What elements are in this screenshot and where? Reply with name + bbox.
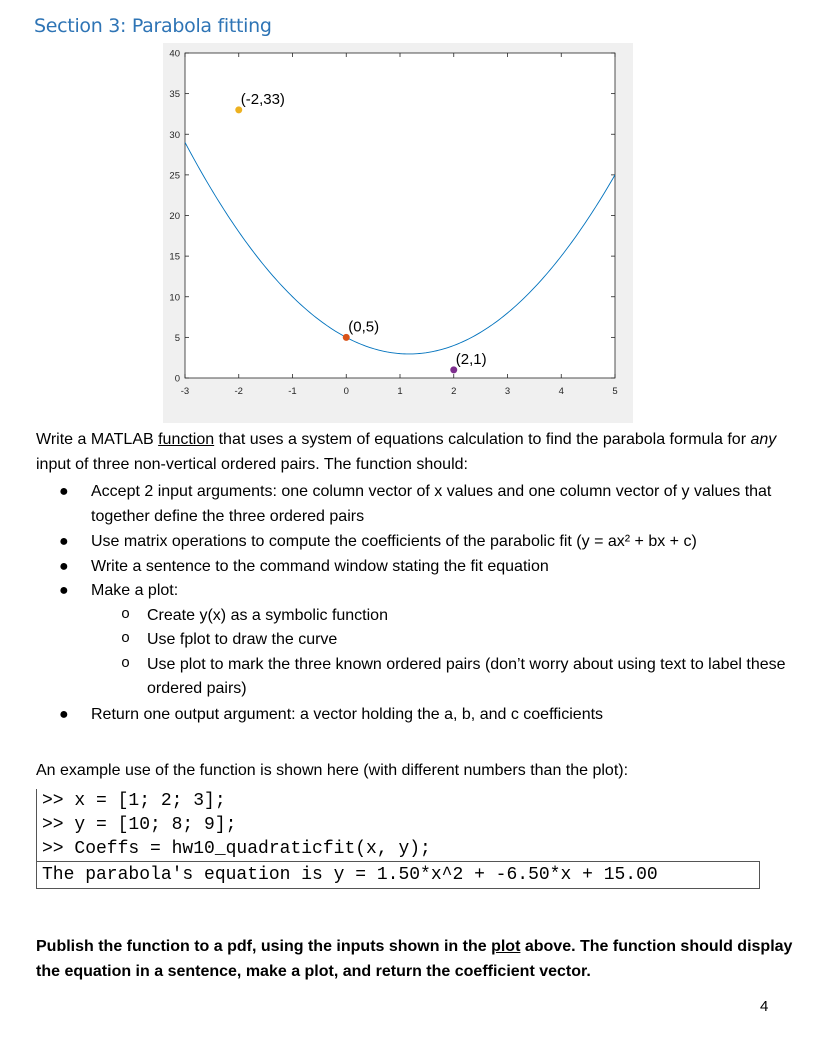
intro-text-1: Write a MATLAB bbox=[36, 431, 159, 448]
y-tick-label: 20 bbox=[169, 211, 180, 222]
y-tick-label: 10 bbox=[169, 292, 180, 304]
x-tick-label: 2 bbox=[451, 386, 457, 397]
sub-bullet-text: to mark the three known ordered pairs (don’t worry about using text to label these ordered pairs) bbox=[147, 655, 786, 697]
bullet-text: Use matrix operations to compute the coefficients of the parabolic fit (y = ax² + bx + c) bbox=[91, 533, 697, 550]
circle-bullet-icon: o bbox=[121, 605, 131, 623]
x-tick-label: 1 bbox=[397, 386, 403, 397]
bullet-icon: ● bbox=[59, 483, 69, 500]
y-tick-label: 35 bbox=[169, 89, 180, 101]
bullet-icon: ● bbox=[59, 582, 69, 599]
y-tick-label: 40 bbox=[169, 48, 180, 60]
bullet-text: Make a plot: bbox=[91, 582, 179, 599]
point-label: (2,1) bbox=[455, 350, 487, 368]
sub-bullet-text: Create y(x) as a symbolic function bbox=[147, 606, 388, 624]
sub-list-item bbox=[36, 604, 796, 629]
code-line-1: >> x = [1; 2; 3]; bbox=[36, 789, 760, 813]
bullet-icon: ● bbox=[59, 533, 69, 550]
code-line-3: >> Coeffs = hw10_quadraticfit(x, y); bbox=[36, 837, 760, 861]
x-tick-label: 5 bbox=[612, 386, 618, 397]
intro-text-2: that uses a system of equations calculation to find the parabola formula for bbox=[214, 431, 751, 448]
section-title: Section 3: Parabola fitting bbox=[34, 15, 272, 37]
intro-italic: any bbox=[750, 431, 777, 448]
x-tick-label: -2 bbox=[234, 386, 243, 397]
x-tick-label: 4 bbox=[558, 386, 564, 397]
publish-instructions bbox=[36, 934, 796, 984]
bullet-icon: ● bbox=[59, 557, 69, 575]
plot-link[interactable]: plot bbox=[491, 938, 521, 955]
sub-bullet-text: Use bbox=[147, 631, 180, 648]
requirements-list bbox=[36, 480, 796, 727]
circle-bullet-icon: o bbox=[121, 654, 131, 672]
circle-bullet-icon: o bbox=[121, 630, 131, 647]
x-tick-label: 3 bbox=[504, 386, 511, 397]
y-tick-label: 25 bbox=[169, 170, 180, 182]
list-item bbox=[36, 579, 796, 604]
y-tick-label: 5 bbox=[174, 332, 180, 344]
y-tick-label: 15 bbox=[169, 251, 180, 263]
list-item bbox=[36, 530, 796, 555]
parabola-figure bbox=[163, 43, 633, 423]
plot-keyword: plot bbox=[179, 655, 206, 673]
list-item bbox=[36, 555, 796, 580]
function-link[interactable]: function bbox=[158, 431, 215, 448]
x-tick-label: -3 bbox=[180, 386, 190, 397]
sub-bullet-text: Use bbox=[147, 655, 180, 673]
sub-bullet-text: to draw the curve bbox=[210, 631, 338, 648]
sub-list-item bbox=[36, 628, 796, 653]
code-output-line: The parabola's equation is y = 1.50*x^2 + -6.50*x + 15.00 bbox=[36, 861, 760, 889]
intro-text-3: input of three non-vertical ordered pairs. The function should: bbox=[36, 456, 468, 473]
intro-paragraph bbox=[36, 427, 796, 477]
x-tick-label: -1 bbox=[288, 386, 297, 397]
command-window-example bbox=[36, 789, 760, 889]
bullet-text: Write a sentence to the command window stating the fit equation bbox=[91, 557, 549, 575]
publish-text-1: Publish the function to a pdf, using the inputs shown in the bbox=[36, 938, 492, 955]
bullet-icon: ● bbox=[59, 705, 69, 723]
x-tick-label: 0 bbox=[343, 386, 349, 397]
fplot-keyword: fplot bbox=[179, 631, 211, 648]
publish-text-2: above. The function should display the equation in a sentence, make a plot, and return the coefficient vector. bbox=[36, 938, 793, 980]
page-number: 4 bbox=[760, 998, 769, 1015]
list-item bbox=[36, 703, 796, 728]
bullet-text: Return one output argument: a vector holding the a, b, and c coefficients bbox=[91, 705, 604, 723]
y-tick-label: 30 bbox=[169, 129, 180, 141]
list-item bbox=[36, 480, 796, 529]
parabola-chart bbox=[163, 43, 633, 423]
bullet-text: Accept 2 input arguments: one column vector of x values and one column vector of y values that together define the three ordered pairs bbox=[91, 483, 772, 525]
point-label: (-2,33) bbox=[240, 90, 285, 108]
point-label: (0,5) bbox=[348, 318, 380, 336]
y-tick-label: 0 bbox=[174, 373, 180, 385]
sub-list-item bbox=[36, 653, 796, 702]
code-line-2: >> y = [10; 8; 9]; bbox=[36, 813, 760, 837]
example-intro: An example use of the function is shown here (with different numbers than the plot): bbox=[36, 762, 629, 779]
